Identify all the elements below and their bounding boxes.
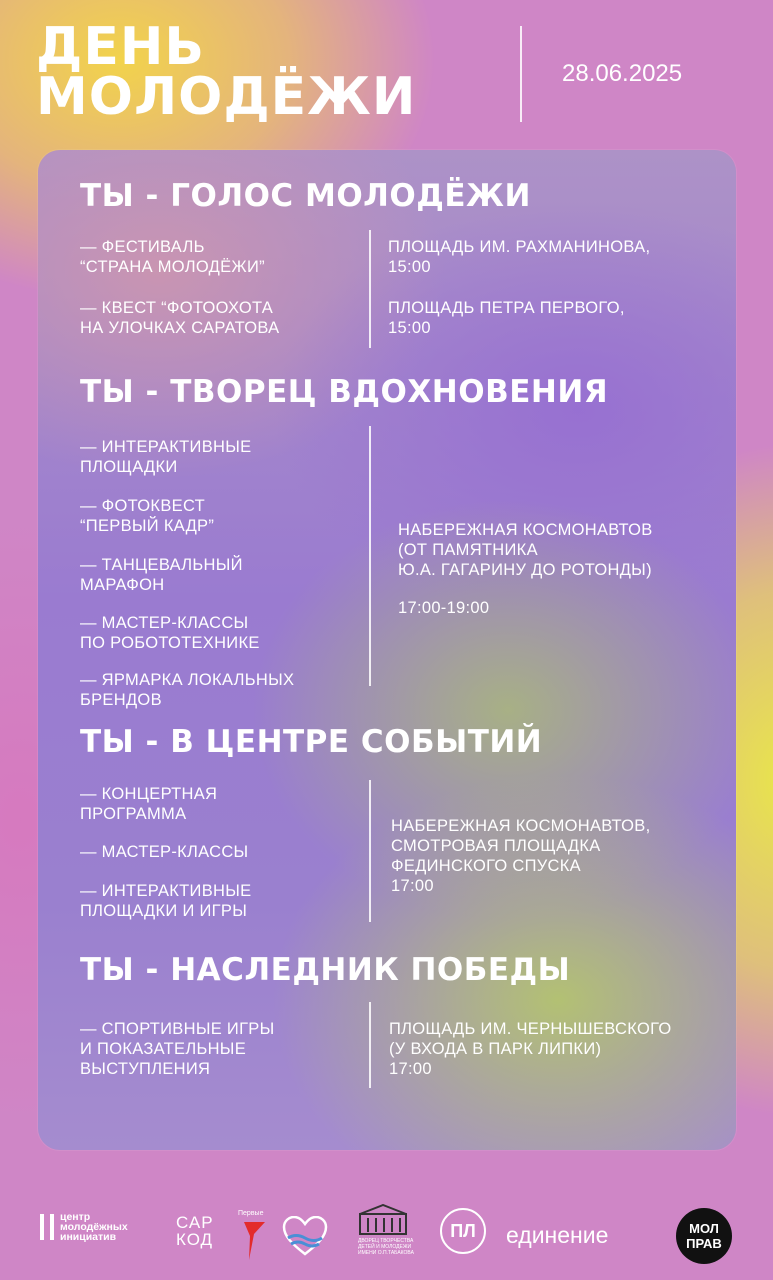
event-date: 28.06.2025 [562,60,683,87]
pl-circle-logo: ПЛ [440,1208,486,1254]
column-divider [369,426,371,686]
program-item: — ЯРМАРКА ЛОКАЛЬНЫХ БРЕНДОВ [80,671,295,709]
program-item: — ИНТЕРАКТИВНЫЕ ПЛОЩАДКИ [80,438,252,476]
title-line-1: ДЕНЬ [36,17,205,77]
header-divider [520,26,522,122]
pervye-star-icon [238,1210,268,1262]
heart-wave-icon [282,1216,328,1256]
program-item: — ФЕСТИВАЛЬ “СТРАНА МОЛОДЁЖИ” [80,238,265,276]
program-item: — МАСТЕР-КЛАССЫ [80,843,249,861]
cmi-mark-icon [40,1214,54,1240]
column-divider [369,1002,371,1088]
section-title-events: ТЫ - В ЦЕНТРЕ СОБЫТИЙ [80,724,543,760]
cmi-logo-text: центр молодёжных инициатив [60,1211,128,1243]
program-item: — ТАНЦЕВАЛЬНЫЙ МАРАФОН [80,556,243,594]
program-item: — СПОРТИВНЫЕ ИГРЫ И ПОКАЗАТЕЛЬНЫЕ ВЫСТУПЛЕНИЯ [80,1020,275,1078]
location-text: ПЛОЩАДЬ ПЕТРА ПЕРВОГО, 15:00 [388,299,625,337]
location-text: НАБЕРЕЖНАЯ КОСМОНАВТОВ (ОТ ПАМЯТНИКА Ю.А. ГАГАРИНУ ДО РОТОНДЫ) [398,521,653,579]
partner-logos [0,1196,773,1280]
column-divider [369,230,371,348]
location-text: НАБЕРЕЖНАЯ КОСМОНАВТОВ, СМОТРОВАЯ ПЛОЩАДКА ФЕДИНСКОГО СПУСКА 17:00 [391,817,651,895]
time-text: 17:00-19:00 [398,599,490,617]
poster-title [36,17,417,127]
mol-prav-logo: МОЛ ПРАВ [676,1208,732,1264]
location-text: ПЛОЩАДЬ ИМ. РАХМАНИНОВА, 15:00 [388,238,651,276]
location-text: ПЛОЩАДЬ ИМ. ЧЕРНЫШЕВСКОГО (У ВХОДА В ПАРК ЛИПКИ) 17:00 [389,1020,672,1078]
poster-header [0,0,773,140]
program-item: — КОНЦЕРТНАЯ ПРОГРАММА [80,785,218,823]
youth-initiatives-center-logo [40,1212,128,1242]
section-title-inspiration: ТЫ - ТВОРЕЦ ВДОХНОВЕНИЯ [80,374,609,410]
sar-kod-logo: САР КОД [176,1213,214,1249]
program-panel [38,150,736,1150]
column-divider [369,780,371,922]
heart-wave-logo [282,1216,328,1260]
program-item: — КВЕСТ “ФОТООХОТА НА УЛОЧКАХ САРАТОВА [80,299,280,337]
section-title-victory: ТЫ - НАСЛЕДНИК ПОБЕДЫ [80,952,571,988]
section-title-voice: ТЫ - ГОЛОС МОЛОДЁЖИ [80,178,531,214]
pervye-logo-label: Первые [238,1210,264,1217]
palace-creativity-logo [358,1204,414,1264]
program-item: — ИНТЕРАКТИВНЫЕ ПЛОЩАДКИ И ИГРЫ [80,882,252,920]
edinenie-logo: единение [506,1222,609,1248]
program-item: — ФОТОКВЕСТ “ПЕРВЫЙ КАДР” [80,497,215,535]
program-item: — МАСТЕР-КЛАССЫ ПО РОБОТОТЕХНИКЕ [80,614,260,652]
pervye-logo [238,1210,268,1262]
palace-logo-caption: ДВОРЕЦ ТВОРЧЕСТВА ДЕТЕЙ И МОЛОДЕЖИ ИМЕНИ О.П.ТАБАКОВА [358,1238,414,1256]
palace-building-icon [358,1204,408,1236]
title-line-2: МОЛОДЁЖИ [36,67,417,127]
